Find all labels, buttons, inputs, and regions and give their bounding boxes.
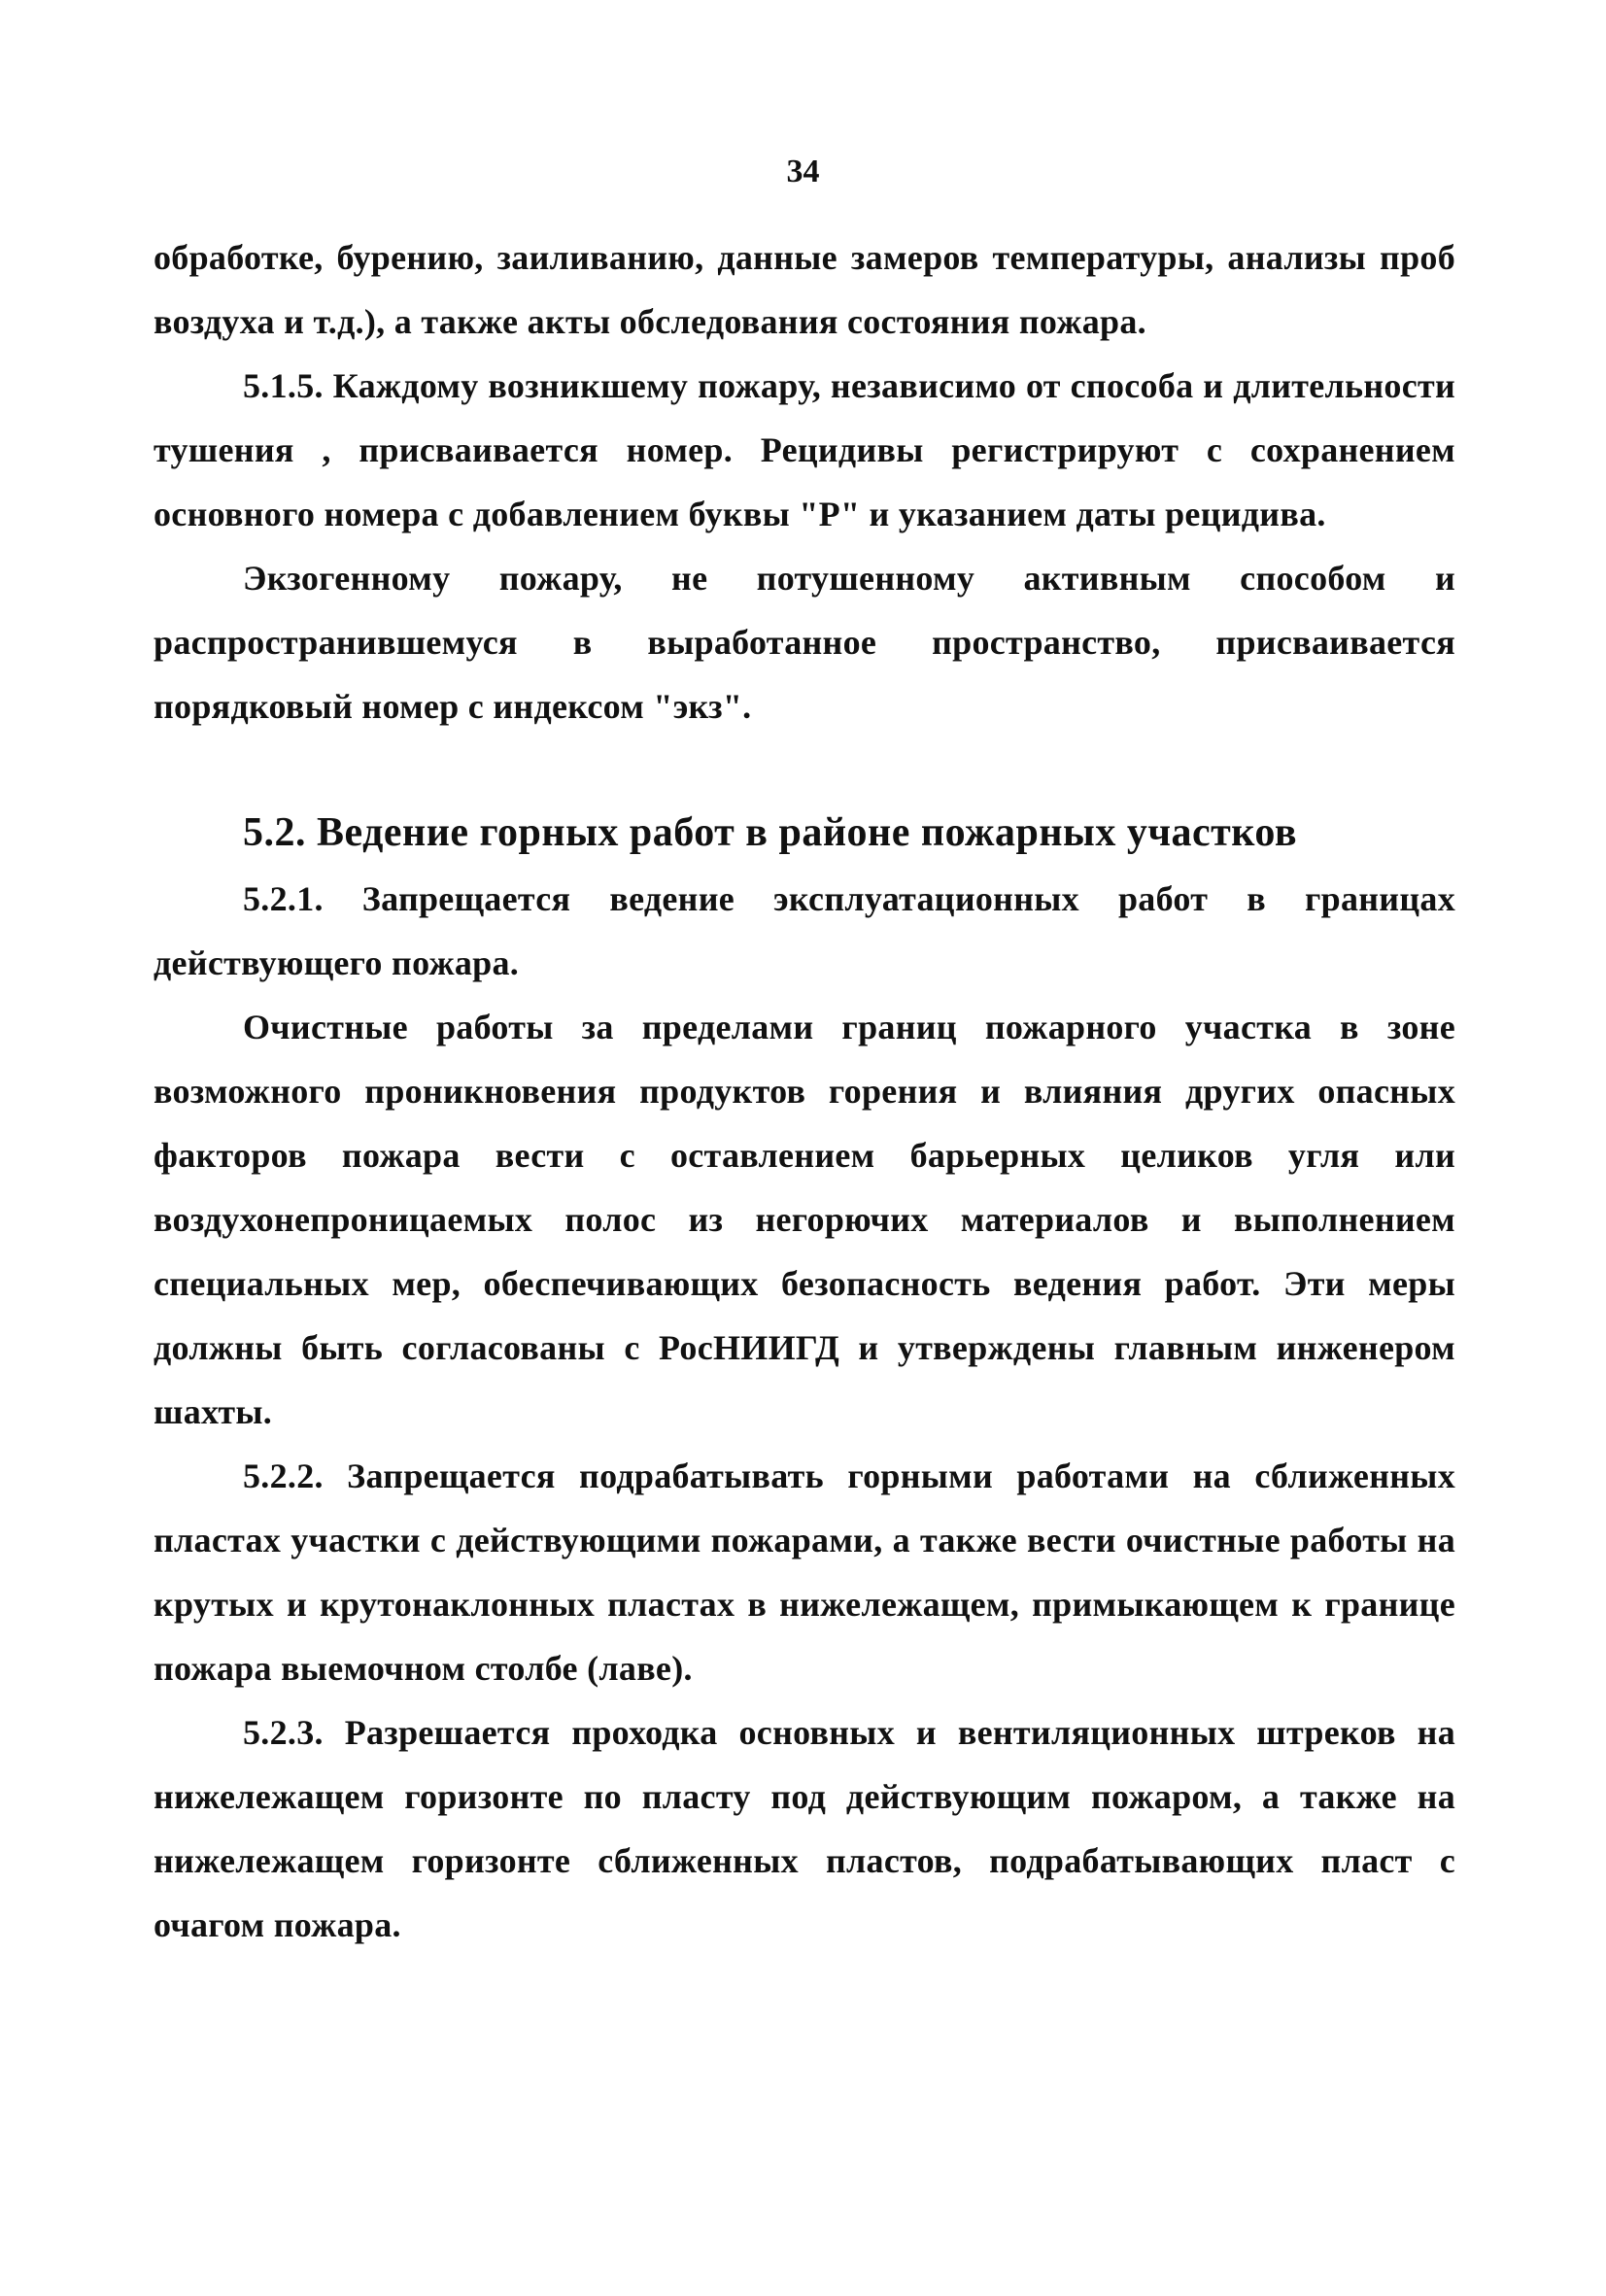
body-text (154, 225, 1455, 1957)
page-number: 34 (786, 154, 820, 189)
paragraph-5-1-5: 5.1.5. Каждому возникшему пожару, независимо от способа и длительности тушения , присваивается номер. Рецидивы регистрируют с сохранением основного номера с добавлением буквы "Р" и указанием даты рецидива. (154, 366, 1455, 533)
section-heading-5-2: 5.2. Ведение горных работ в районе пожарных участков (243, 810, 1298, 855)
paragraph-5-2-2: 5.2.2. Запрещается подрабатывать горными работами на сближенных пластах участки с действующими пожарами, а также вести очистные работы на крутых и крутонаклонных пластах в нижележащем, примыкающем к границе пожара выемочном столбе (лаве). (154, 1456, 1455, 1688)
paragraph-cleaning-works: Очистные работы за пределами границ пожарного участка в зоне возможного проникновения продуктов горения и влияния других опасных факторов пожара вести с оставлением барьерных целиков угля или воздухонепроницаемых полос из негорючих материалов и выполнением специальных мер, обеспечивающих безопасность ведения работ. Эти меры должны быть согласованы с РосНИИГД и утверждены главным инженером шахты. (154, 1008, 1455, 1431)
paragraph-continuation: обработке, бурению, заиливанию, данные замеров температуры, анализы проб воздуха и т.д.), а также акты обследования состояния пожара. (154, 238, 1455, 341)
paragraph-5-2-3: 5.2.3. Разрешается проходка основных и вентиляционных штреков на нижележащем горизонте по пласту под действующим пожаром, а также на нижележащем горизонте сближенных пластов, подрабатывающих пласт с очагом пожара. (154, 1713, 1455, 1944)
paragraph-5-2-1: 5.2.1. Запрещается ведение эксплуатационных работ в границах действующего пожара. (154, 879, 1455, 982)
paragraph-exogenous-fire: Экзогенному пожару, не потушенному активным способом и распространившемуся в выработанное пространство, присваивается порядковый номер с индексом "экз". (154, 559, 1455, 726)
